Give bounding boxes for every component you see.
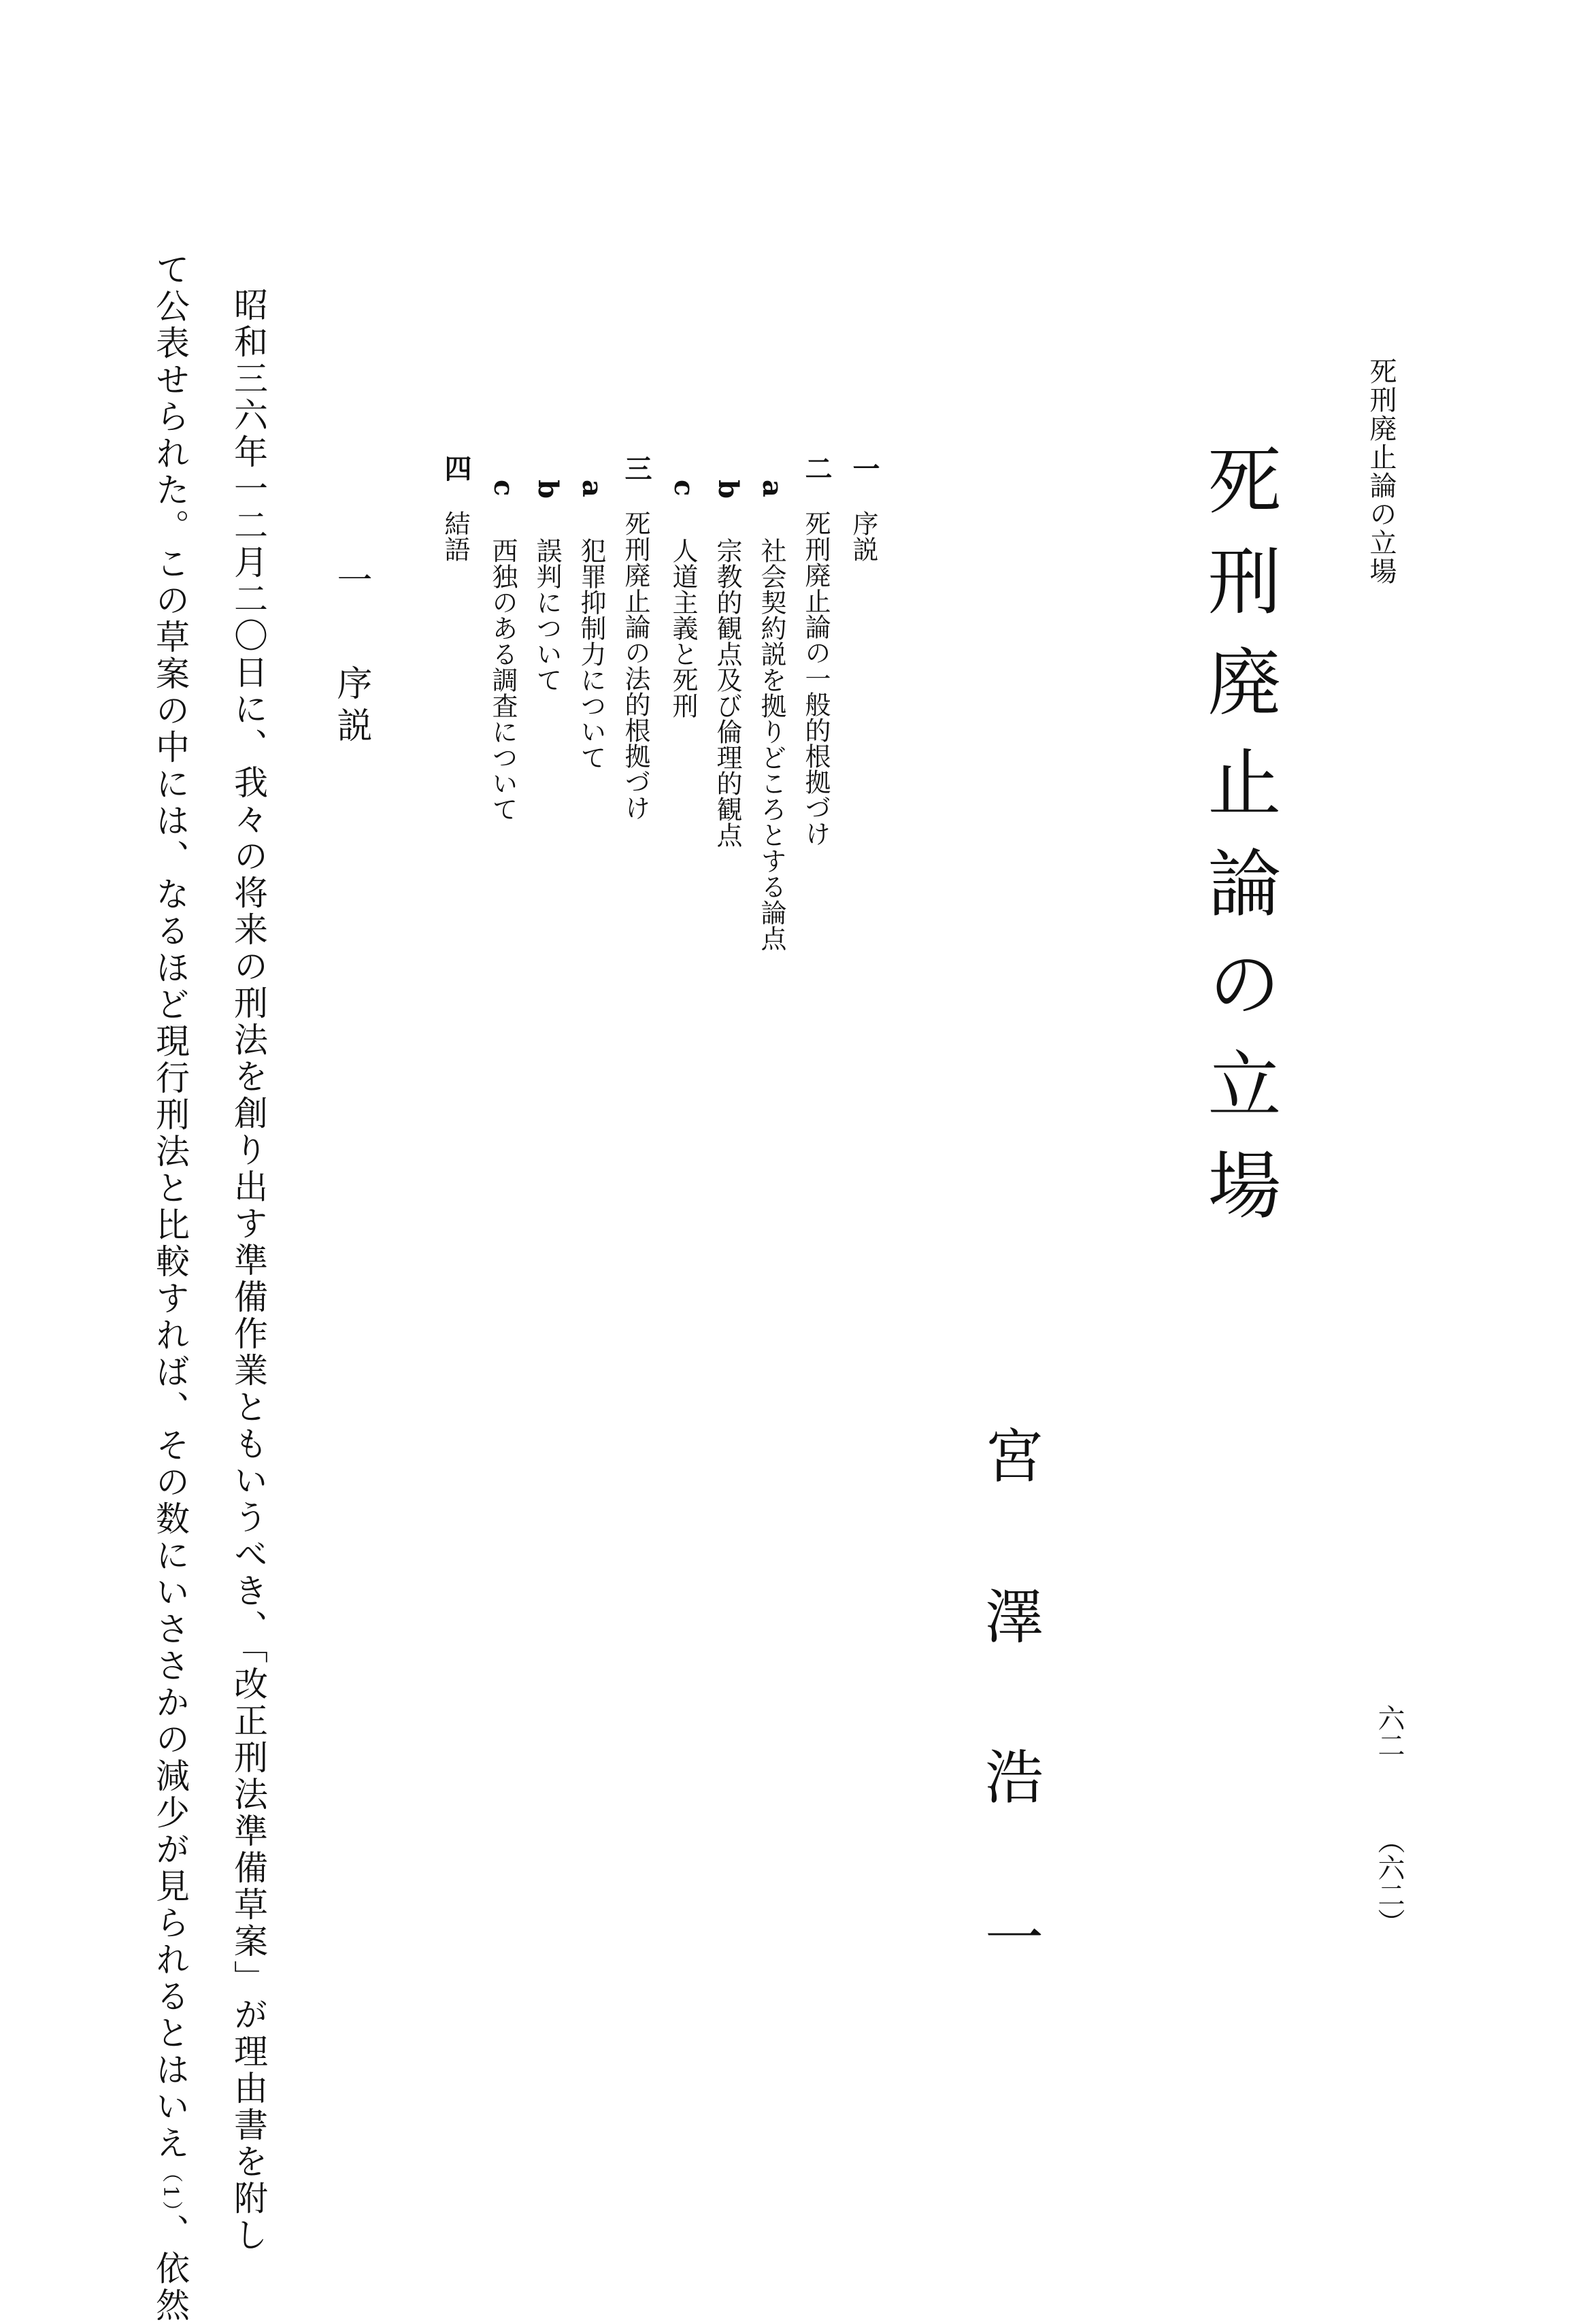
toc-item-label: 序説 (848, 510, 878, 562)
body-line-1: 昭和三六年一二月二〇日に、我々の将来の刑法を創り出す準備作業ともいうべき、「改正刑法準備草案」が理由書を附し (229, 287, 268, 2254)
toc-letter: b (712, 480, 744, 499)
toc-item-label: 死刑廃止論の法的根拠づけ (620, 510, 650, 820)
toc-letter: c (488, 480, 520, 497)
toc-number: 一 (848, 454, 880, 482)
section-label: 序説 (331, 665, 371, 749)
toc-item-label: 結語 (440, 510, 470, 562)
footnote-ref: （1） (158, 2162, 182, 2214)
toc-letter: a (576, 480, 608, 497)
author-name: 宮澤浩一 (975, 1425, 1043, 2068)
body-text-segment: 、依然 (150, 2214, 190, 2324)
page-number: 六二 (1373, 1704, 1405, 1759)
body-text-segment: て公表せられた。この草案の中には、なるほど現行刑法と比較すれば、その数にいささかの減少が見られるとはいえ (150, 252, 190, 2162)
section-heading (333, 561, 369, 749)
article-title: 死刑廃止論の立場 (1195, 442, 1280, 1248)
toc-letter: b (532, 480, 564, 499)
toc-letter: c (668, 480, 700, 497)
toc-item-label: 宗教的観点及び倫理的観点 (712, 537, 742, 848)
body-line-2 (150, 252, 190, 2324)
toc-number: 三 (620, 454, 652, 482)
toc-item-label: 西独のある調査について (488, 537, 518, 822)
page-number-parenthetical: （六二） (1373, 1827, 1405, 1936)
toc-item-label: 死刑廃止論の一般的根拠づけ (801, 510, 831, 846)
section-number: 一 (331, 561, 371, 603)
toc-item-label: 犯罪抑制力について (576, 537, 606, 770)
toc-number: 二 (801, 454, 833, 482)
toc-item-label: 社会契約説を拠りどころとする論点 (756, 537, 786, 951)
toc-item-label: 誤判について (532, 537, 562, 693)
toc-item-label: 人道主義と死刑 (668, 537, 698, 718)
toc-letter: a (756, 480, 788, 497)
running-head: 死刑廃止論の立場 (1365, 357, 1397, 586)
toc-number: 四 (440, 454, 472, 482)
